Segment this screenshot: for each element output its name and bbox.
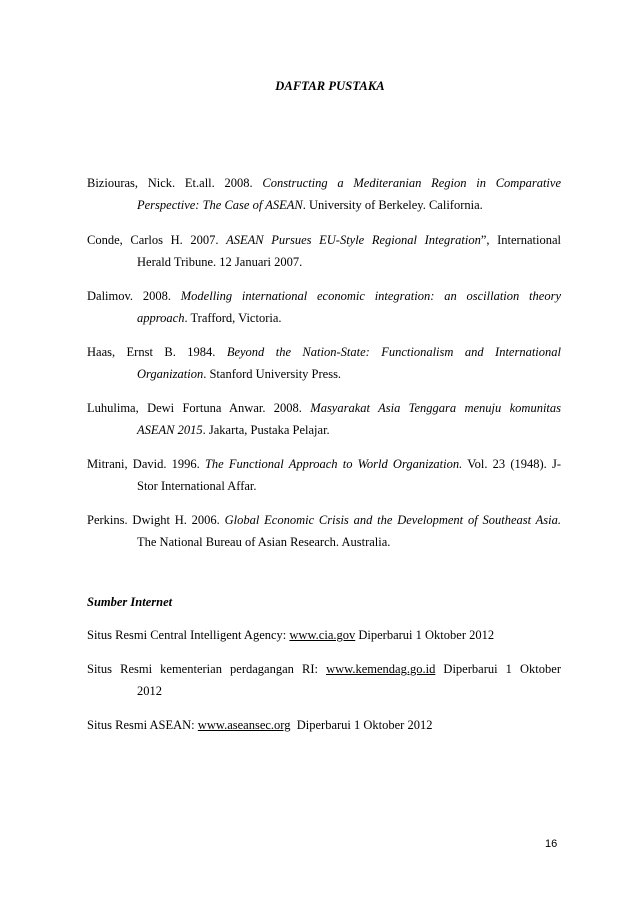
- reference-line: [87, 341, 561, 363]
- reference-publisher: . University of Berkeley. California.: [302, 198, 483, 212]
- reference-line: [87, 453, 561, 475]
- internet-sources-heading: Sumber Internet: [87, 595, 173, 609]
- reference-entry: [87, 397, 561, 441]
- internet-source-entry: [87, 714, 561, 736]
- reference-author: Conde, Carlos H. 2007.: [87, 233, 227, 247]
- reference-title: Modelling international economic integration: an oscillation theory: [180, 289, 561, 303]
- reference-title: Global Economic Crisis and the Development of Southeast Asia.: [224, 513, 562, 527]
- reference-line: [87, 397, 561, 419]
- internet-source-name: Situs Resmi kementerian perdagangan RI:: [87, 662, 327, 676]
- reference-line: [87, 229, 561, 251]
- reference-author: Mitrani, David. 1996.: [87, 457, 205, 471]
- page-title-text: DAFTAR PUSTAKA: [275, 79, 385, 93]
- reference-text: Vol. 23 (1948). J-: [462, 457, 562, 471]
- internet-source-line: [87, 658, 561, 680]
- reference-title: Beyond the Nation-State: Functionalism and International: [226, 345, 561, 359]
- reference-line-continued: [87, 419, 561, 441]
- reference-title: Organization: [137, 367, 204, 381]
- internet-source-link[interactable]: www.kemendag.go.id: [326, 662, 436, 676]
- reference-title: ASEAN Pursues EU-Style Regional Integration: [226, 233, 481, 247]
- reference-line-continued: [87, 307, 561, 329]
- reference-publisher: The National Bureau of Asian Research. Australia.: [137, 535, 391, 549]
- internet-source-date: Diperbarui 1 Oktober 2012: [290, 718, 433, 732]
- reference-line: [87, 172, 561, 194]
- reference-line-continued: [87, 475, 561, 497]
- internet-source-date: Diperbarui 1 Oktober 2012: [355, 628, 495, 642]
- reference-publisher: Herald Tribune. 12 Januari 2007.: [137, 255, 303, 269]
- internet-source-line-continued: 2012: [137, 684, 162, 698]
- page-title: [0, 79, 638, 94]
- reference-publisher: . Jakarta, Pustaka Pelajar.: [202, 423, 330, 437]
- internet-source-entry: [87, 658, 561, 702]
- internet-source-name: Situs Resmi ASEAN:: [87, 718, 198, 732]
- reference-entry: [87, 229, 561, 273]
- reference-line: [87, 509, 561, 531]
- internet-source-link[interactable]: www.aseansec.org: [197, 718, 291, 732]
- reference-entry: [87, 172, 561, 216]
- reference-author: Dalimov. 2008.: [87, 289, 181, 303]
- internet-source-line: [87, 714, 561, 736]
- reference-line-continued: [87, 194, 561, 216]
- internet-source-line: [87, 624, 561, 646]
- reference-author: Perkins. Dwight H. 2006.: [87, 513, 225, 527]
- internet-source-date: Diperbarui 1 Oktober: [435, 662, 561, 676]
- reference-author: Haas, Ernst B. 1984.: [87, 345, 227, 359]
- reference-line-continued: [87, 251, 561, 273]
- reference-entry: [87, 453, 561, 497]
- reference-author: Luhulima, Dewi Fortuna Anwar. 2008.: [87, 401, 311, 415]
- reference-entry: [87, 509, 561, 553]
- internet-source-name: Situs Resmi Central Intelligent Agency:: [87, 628, 290, 642]
- reference-publisher: Stor International Affar.: [137, 479, 257, 493]
- reference-entry: [87, 341, 561, 385]
- reference-line: [87, 285, 561, 307]
- reference-line-continued: [87, 363, 561, 385]
- internet-source-link[interactable]: www.cia.gov: [289, 628, 356, 642]
- reference-title: Masyarakat Asia Tenggara menuju komunitas: [310, 401, 562, 415]
- reference-title: ASEAN 2015: [137, 423, 203, 437]
- reference-title: Perspective: The Case of ASEAN: [137, 198, 303, 212]
- reference-publisher: . Stanford University Press.: [203, 367, 342, 381]
- reference-author: Biziouras, Nick. Et.all. 2008.: [87, 176, 263, 190]
- reference-title: approach: [137, 311, 185, 325]
- internet-source-entry: [87, 624, 561, 646]
- reference-text: ”, International: [480, 233, 561, 247]
- page-number: 16: [545, 838, 558, 850]
- reference-title: Constructing a Mediteranian Region in Comparative: [262, 176, 561, 190]
- reference-entry: [87, 285, 561, 329]
- reference-publisher: . Trafford, Victoria.: [184, 311, 282, 325]
- reference-title: The Functional Approach to World Organization.: [204, 457, 463, 471]
- reference-line-continued: [87, 531, 561, 553]
